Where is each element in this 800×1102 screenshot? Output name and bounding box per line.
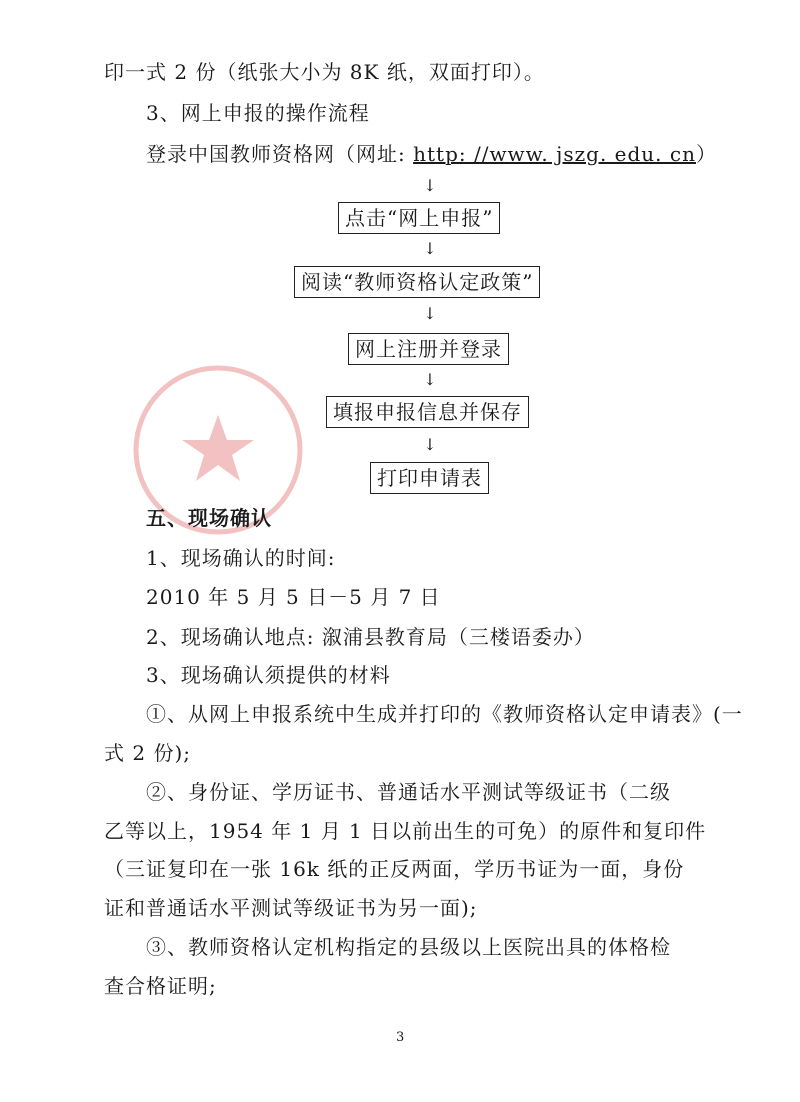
flow-arrow-down-icon: ↓ bbox=[423, 176, 437, 195]
material-3-line-1: ③、教师资格认定机构指定的县级以上医院出具的体格检 bbox=[146, 935, 671, 959]
material-1-line-2: 式 2 份); bbox=[104, 741, 191, 765]
login-prefix: 登录中国教师资格网（网址: bbox=[146, 142, 414, 166]
flow-arrow-down-icon: ↓ bbox=[423, 435, 437, 454]
flow-arrow-down-icon: ↓ bbox=[423, 239, 437, 258]
subsection-online-process: 3、网上申报的操作流程 bbox=[146, 101, 370, 125]
item-confirm-time-value: 2010 年 5 月 5 日－5 月 7 日 bbox=[146, 585, 441, 609]
website-url-link[interactable]: http: //www. jszg. edu. cn bbox=[413, 142, 696, 166]
material-1-line-1: ①、从网上申报系统中生成并打印的《教师资格认定申请表》(一 bbox=[146, 702, 743, 726]
section-heading-onsite-confirm: 五、现场确认 bbox=[146, 506, 272, 530]
flow-step-print-form: 打印申请表 bbox=[370, 462, 489, 494]
flow-step-click-online-apply: 点击“网上申报” bbox=[338, 202, 500, 234]
flow-arrow-down-icon: ↓ bbox=[423, 370, 437, 389]
item-confirm-location: 2、现场确认地点: 溆浦县教育局（三楼语委办） bbox=[146, 625, 595, 649]
flow-arrow-down-icon: ↓ bbox=[423, 304, 437, 323]
item-required-materials: 3、现场确认须提供的材料 bbox=[146, 663, 391, 687]
item-confirm-time: 1、现场确认的时间: bbox=[146, 546, 336, 570]
material-2-line-4: 证和普通话水平测试等级证书为另一面); bbox=[104, 896, 478, 920]
page-number: 3 bbox=[396, 1030, 405, 1045]
login-suffix: ） bbox=[695, 142, 717, 166]
material-2-line-3: （三证复印在一张 16k 纸的正反两面，学历书证为一面，身份 bbox=[104, 857, 685, 881]
material-2-line-1: ②、身份证、学历证书、普通话水平测试等级证书（二级 bbox=[146, 780, 671, 804]
text-line-login-site bbox=[146, 142, 717, 166]
text-line-print-copies: 印一式 2 份（纸张大小为 8K 纸，双面打印）。 bbox=[104, 60, 545, 84]
flow-step-read-policy: 阅读“教师资格认定政策” bbox=[294, 266, 540, 298]
flow-step-fill-save: 填报申报信息并保存 bbox=[326, 396, 529, 428]
material-2-line-2: 乙等以上，1954 年 1 月 1 日以前出生的可免）的原件和复印件 bbox=[104, 819, 707, 843]
show-through-text bbox=[520, 100, 526, 116]
flow-step-register-login: 网上注册并登录 bbox=[348, 333, 509, 365]
material-3-line-2: 查合格证明; bbox=[104, 974, 217, 998]
